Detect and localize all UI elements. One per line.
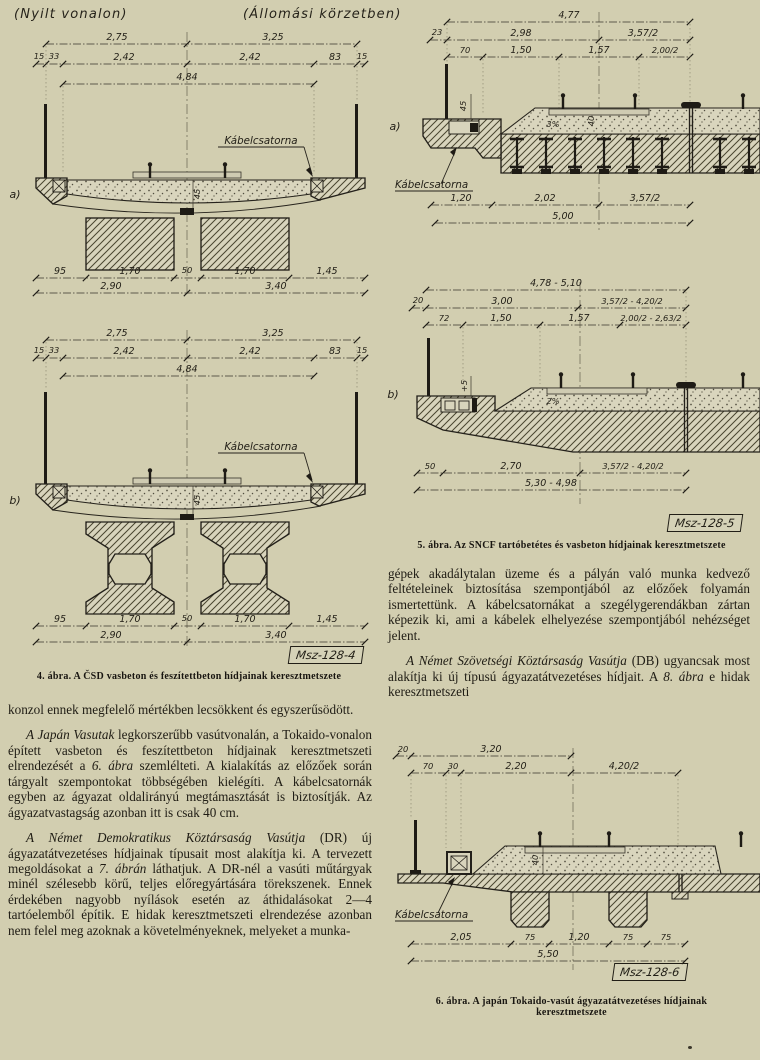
handrail-post: [445, 64, 448, 119]
dim: 83: [328, 346, 342, 357]
figure-6-caption: [385, 996, 758, 1018]
dim: 33: [48, 345, 60, 355]
dim: 3,40: [265, 281, 287, 292]
handrail-post-left: [44, 104, 47, 178]
dim: 5,00: [552, 211, 574, 222]
figure-6-caption-line1: 6. ábra. A japán Tokaido-vasút ágyazatátvezetéses hídjainak: [435, 996, 708, 1007]
dim: 4,78 - 5,10: [530, 278, 582, 289]
dim: 3,57/2: [627, 28, 659, 39]
dim: 1,45: [316, 266, 338, 277]
dim: 2,00/2 - 2,63/2: [620, 313, 682, 323]
dim: 5,50: [537, 949, 559, 960]
handrail-post-right: [355, 392, 358, 484]
ballast-depth: 40: [586, 115, 596, 127]
handrail-post: [414, 820, 417, 874]
duct-wall: [472, 398, 477, 412]
sleeper: [547, 388, 647, 394]
dim: 1,50: [510, 45, 532, 56]
dim: 2,00/2: [651, 45, 679, 55]
ibeam-right: [201, 522, 289, 614]
dimension-lines-bottom: [33, 613, 368, 645]
dim: 1,57: [588, 45, 610, 56]
rail: [633, 93, 637, 109]
slope-label: 3%: [546, 119, 560, 129]
dim: 3,00: [491, 296, 513, 307]
rail: [538, 831, 542, 847]
dim: 2,42: [113, 52, 135, 63]
figure-reference: 6. ábra: [91, 758, 134, 774]
dim: 75: [660, 932, 672, 942]
dim: 15: [33, 345, 45, 355]
emphasis: A Német Demokratikus Köztársaság Vasútja: [26, 830, 306, 846]
beam-left: [86, 218, 174, 270]
dimension-lines-top: [393, 744, 681, 862]
subfigure-label: b): [9, 494, 21, 507]
arrowhead: [306, 473, 313, 483]
dimension-lines-bottom: [414, 461, 689, 493]
cable-duct-detail: [470, 123, 478, 132]
dim: 3,57/2: [629, 193, 661, 204]
dim: 95: [53, 614, 67, 625]
ibeam-left: [86, 522, 174, 614]
dim: 83: [328, 52, 342, 63]
ballast-depth: 45: [192, 494, 202, 506]
kerb-height: +5: [459, 379, 469, 393]
cable-duct-callout: Kábelcsatorna: [395, 179, 469, 191]
dimension-lines-bottom: [428, 193, 693, 226]
dim: 1,70: [119, 266, 141, 277]
figure-6-tokaido-cross-section: [383, 742, 760, 977]
sleeper: [549, 109, 649, 115]
rail: [739, 831, 743, 847]
dim: 1,50: [490, 313, 512, 324]
handrail-post: [427, 338, 430, 396]
slope-label: 2%: [546, 396, 560, 406]
dimension-lines-top: [33, 328, 368, 388]
cable-duct-right: [311, 180, 323, 192]
dim: 2,75: [106, 32, 128, 43]
downstand-beam-left: [511, 892, 549, 927]
drawing-body: [395, 820, 760, 927]
joint-block: [672, 892, 688, 899]
figure-5b-sncf-cross-section: [383, 276, 760, 520]
dim: 2,90: [100, 281, 122, 292]
right-column-text: [388, 566, 750, 710]
joint-cap: [676, 382, 696, 388]
dim: 50: [424, 461, 436, 471]
subfigure-label: a): [389, 120, 401, 133]
dim: 2,75: [106, 328, 128, 339]
kerb-height: 45: [458, 100, 468, 112]
dim: 75: [622, 932, 634, 942]
figure-reference: 8. ábra: [663, 668, 704, 684]
drawing-number-fig5: Msz-128-5: [667, 514, 743, 532]
dim: 50: [181, 613, 193, 623]
dim: 30: [447, 761, 459, 771]
dim: 1,57: [568, 313, 590, 324]
dim: 1,70: [234, 266, 256, 277]
dim: 4,84: [176, 364, 198, 375]
subfigure-label: a): [9, 188, 21, 201]
cable-duct-callout: Kábelcsatorna: [224, 135, 298, 147]
left-column-text: [8, 702, 372, 948]
dim: 3,20: [480, 744, 502, 755]
dim: 33: [48, 51, 60, 61]
figure-4a-csd-slab-cross-section: [3, 26, 375, 298]
drawing-body: [387, 338, 760, 452]
embedded-rolled-beams: [510, 137, 756, 174]
dim: 2,20: [505, 761, 527, 772]
figure-4b-csd-ibeam-cross-section: [3, 326, 375, 656]
cable-duct-left: [53, 486, 65, 498]
paragraph: [8, 702, 372, 717]
dim: 2,42: [239, 346, 261, 357]
dim: 2,42: [239, 52, 261, 63]
dimension-lines-top: [33, 32, 368, 174]
dim: 4,20/2: [608, 761, 640, 772]
dim: 72: [438, 313, 450, 323]
subfigure-label: b): [387, 388, 399, 401]
dim: 2,42: [113, 346, 135, 357]
dim: 1,70: [119, 614, 141, 625]
sleeper: [525, 847, 625, 853]
dim: 1,20: [450, 193, 472, 204]
drawing-number-fig4: Msz-128-4: [288, 646, 364, 664]
dim: 15: [33, 51, 45, 61]
dim: 3,57/2 - 4,20/2: [601, 296, 663, 306]
figure-5-caption: 5. ábra. Az SNCF tartóbetétes és vasbeton hídjainak keresztmetszete: [417, 540, 726, 551]
dim: 4,84: [176, 72, 198, 83]
dim: 75: [524, 932, 536, 942]
figure-5a-sncf-cross-section: [383, 6, 760, 266]
dim: 70: [459, 45, 471, 55]
rail: [559, 372, 563, 388]
dim: 2,70: [500, 461, 522, 472]
emphasis: A Japán Vasutak: [26, 727, 115, 743]
dim: 15: [356, 345, 368, 355]
dim: 2,05: [450, 932, 472, 943]
rail: [741, 93, 745, 109]
center-joint: [180, 514, 194, 520]
emphasis: A Német Szövetségi Köztársaság Vasútja: [406, 653, 627, 669]
rail: [741, 372, 745, 388]
paragraph: [388, 566, 750, 643]
cable-duct-callout: Kábelcsatorna: [395, 909, 469, 921]
center-joint: [180, 208, 194, 215]
paragraph-text: konzol ennek megfelelő mértékben lecsökkent és egyszerűsödött.: [8, 702, 354, 717]
dim: 3,25: [262, 32, 284, 43]
dim: 4,77: [558, 10, 580, 21]
drawing-number-fig6: Msz-128-6: [612, 963, 688, 981]
dimension-lines-top: [409, 278, 689, 391]
dimension-lines-top: [427, 10, 693, 114]
paragraph: A Japán Vasutak legkorszerűbb vasútvonalán, a Tokaido-vonalon épített vasbeton és feszítettbeton hídjainak keresztmetszeti elrendezését a 6. ábra szemlélteti. A kialakítás az előzőek során tárgyalt szempontokat többségében kielégíti. A kábelcsatornák egyben az ágyazat oldalirányú megtámasztását is biztosítják. Az ágyazatvastagság azonban itt is csak 40 cm.: [8, 727, 373, 820]
arrowhead: [306, 167, 313, 177]
dim: 2,98: [510, 28, 532, 39]
dim: 50: [181, 265, 193, 275]
figure-reference: 7. ábrán: [99, 860, 147, 876]
ballast: [67, 180, 311, 203]
rail: [561, 93, 565, 109]
downstand-beam-right: [609, 892, 647, 927]
scan-artifact-dot: [688, 1046, 692, 1049]
drawing-body: [389, 64, 760, 191]
header-note-open-line: (Nyilt vonalon): [14, 7, 128, 22]
dim: 95: [53, 266, 67, 277]
rail: [607, 831, 611, 847]
figure-6-caption-line2: keresztmetszete: [536, 1007, 607, 1018]
dimension-lines-bottom: [408, 932, 688, 964]
dim: 20: [412, 295, 424, 305]
paragraph-text: gépek akadálytalan üzeme és a pályán való munka kedvező feltételeinek biztosítása szempontjából az előzőek folyamán ismertettünk. A kábelcsatornákat a szegélygerendákban zártan képezik ki, ami a kábelek elhelyezése szempontjából nehézséget jelent.: [388, 566, 750, 643]
joint-cap: [681, 102, 701, 108]
ballast: [67, 486, 311, 509]
ballast-depth: 40: [530, 854, 540, 866]
dim: 5,30 - 4,98: [525, 478, 577, 489]
handrail-post-right: [355, 104, 358, 178]
handrail-post-left: [44, 392, 47, 484]
cable-duct-left: [53, 180, 65, 192]
header-note-station-area: (Állomási körzetben): [243, 7, 402, 22]
dim: 1,45: [316, 614, 338, 625]
rail: [631, 372, 635, 388]
cable-duct-callout: Kábelcsatorna: [224, 441, 298, 453]
dim: 3,40: [265, 630, 287, 641]
dim: 2,02: [534, 193, 556, 204]
cable-duct-right: [311, 486, 323, 498]
dim: 1,70: [234, 614, 256, 625]
paragraph: A Német Demokratikus Köztársaság Vasútja (DR) új ágyazatátvezetéses hídjainak típusait most alakítja ki. A tervezett megoldásokat a 7. ábrán láthatjuk. A DR-nél a vasúti műtárgyak minél szélesebb körű, teljes előregyártására törekszenek. Ennek érdekében nagyobb nyílások esetén az áthidalásokat 2—4 tartóelemből építik. E hidak keresztmetszeti elrendezése azonban nem felel meg azoknak a követelményeknek, melyeket a munka-: [8, 830, 372, 938]
ballast-depth: 45: [192, 188, 202, 200]
figure-4-caption: 4. ábra. A ČSD vasbeton és feszítettbeton hídjainak keresztmetszete: [36, 671, 342, 682]
dim: 3,57/2 - 4,20/2: [602, 461, 664, 471]
dim: 2,90: [100, 630, 122, 641]
dim: 70: [422, 761, 434, 771]
paragraph: A Német Szövetségi Köztársaság Vasútja (DB) ugyancsak most alakítja ki új típusú ágyazatátvezetéses hídjait. A 8. ábra e hidak keresztmetszeti: [388, 653, 750, 700]
dim: 15: [356, 51, 368, 61]
cable-duct-box: [447, 852, 471, 874]
dim: 20: [397, 744, 409, 754]
dim: 1,20: [568, 932, 590, 943]
dim: 23: [431, 27, 443, 37]
dim: 3,25: [262, 328, 284, 339]
beam-right: [201, 218, 289, 270]
